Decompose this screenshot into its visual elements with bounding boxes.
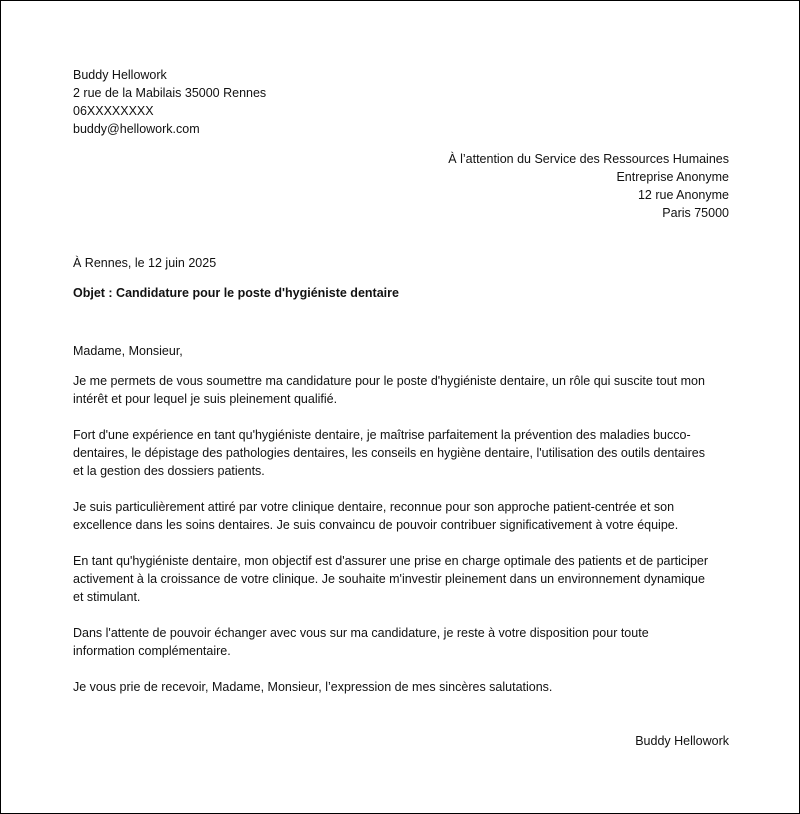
paragraph: [73, 678, 729, 696]
paragraph-line: activement à la croissance de votre clinique. Je souhaite m'investir pleinement dans un environnement dynamique: [73, 572, 705, 586]
recipient-company: Entreprise Anonyme: [616, 170, 729, 184]
salutation: Madame, Monsieur,: [73, 344, 183, 358]
sender-email: buddy@hellowork.com: [73, 122, 200, 136]
subject-line: Objet : Candidature pour le poste d'hygiéniste dentaire: [73, 286, 399, 300]
paragraph-line: et la gestion des dossiers patients.: [73, 464, 265, 478]
recipient-city: Paris 75000: [662, 206, 729, 220]
paragraph: [73, 372, 729, 408]
paragraph-line: Je me permets de vous soumettre ma candidature pour le poste d'hygiéniste dentaire, un rôle qui suscite tout mon: [73, 374, 705, 388]
recipient-street: 12 rue Anonyme: [637, 188, 729, 202]
paragraph-line: information complémentaire.: [73, 644, 231, 658]
paragraph-line: excellence dans les soins dentaires. Je suis convaincu de pouvoir contribuer significativement à votre équipe.: [73, 518, 679, 532]
paragraph-line: et stimulant.: [73, 590, 141, 604]
paragraph-line: Je suis particulièrement attiré par votre clinique dentaire, reconnue pour son approche patient-centrée et son: [73, 500, 675, 514]
sender-block: [73, 66, 729, 138]
paragraph-line: intérêt et pour lequel je suis pleinement qualifié.: [73, 392, 338, 406]
recipient-block: [73, 150, 729, 222]
recipient-attention: À l’attention du Service des Ressources Humaines: [448, 152, 729, 166]
paragraph-line: Dans l'attente de pouvoir échanger avec vous sur ma candidature, je reste à votre disposition pour toute: [73, 626, 649, 640]
paragraph-line: En tant qu'hygiéniste dentaire, mon objectif est d'assurer une prise en charge optimale des patients et de participer: [73, 554, 709, 568]
sender-address: 2 rue de la Mabilais 35000 Rennes: [73, 86, 267, 100]
paragraph: [73, 552, 729, 606]
sender-phone: 06XXXXXXXX: [73, 104, 154, 118]
paragraph-line: dentaires, le dépistage des pathologies dentaires, les conseils en hygiène dentaire, l'utilisation des outils dentaires: [73, 446, 705, 460]
paragraph-line: Je vous prie de recevoir, Madame, Monsieur, l’expression de mes sincères salutations.: [73, 680, 553, 694]
date-line: À Rennes, le 12 juin 2025: [73, 256, 217, 270]
paragraph-line: Fort d'une expérience en tant qu'hygiéniste dentaire, je maîtrise parfaitement la prévention des maladies bucco-: [73, 428, 691, 442]
paragraph: [73, 498, 729, 534]
paragraph: [73, 624, 729, 660]
sender-name: Buddy Hellowork: [73, 68, 167, 82]
signature: Buddy Hellowork: [635, 734, 729, 748]
paragraph: [73, 426, 729, 480]
